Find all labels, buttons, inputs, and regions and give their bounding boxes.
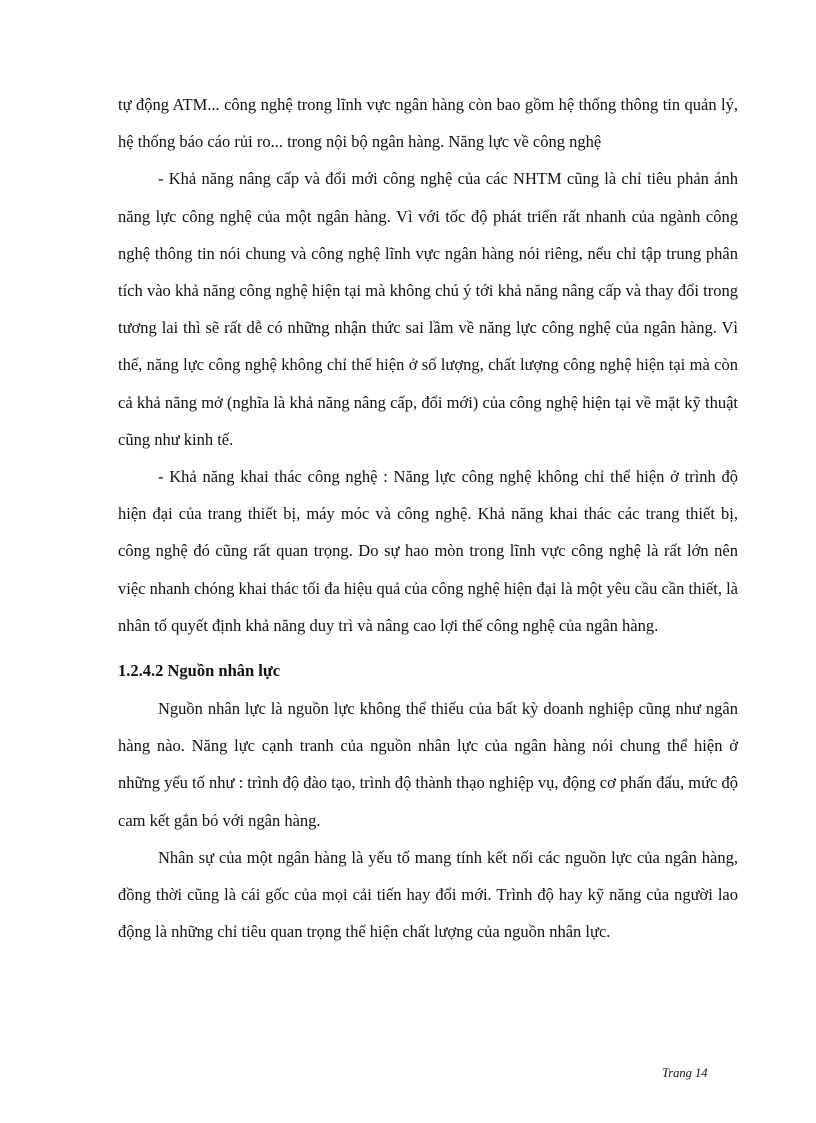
paragraph-human-resources: Nguồn nhân lực là nguồn lực không thể thiếu của bất kỳ doanh nghiệp cũng như ngân hàng nào. Năng lực cạnh tranh của nguồn nhân lực của ngân hàng nói chung thể hiện ở những yếu tố như : trình độ đào tạo, trình độ thành thạo nghiệp vụ, động cơ phấn đấu, mức độ cam kết gắn bó với ngân hàng. <box>118 699 738 830</box>
paragraph-technology-upgrade: - Khả năng nâng cấp và đổi mới công nghệ của các NHTM cũng là chỉ tiêu phản ánh năng lực công nghệ của một ngân hàng. Vì với tốc độ phát triển rất nhanh của ngành công nghệ thông tin nói chung và công nghệ lĩnh vực ngân hàng nói riêng, nếu chỉ tập trung phân tích vào khả năng công nghệ hiện tại mà không chú ý tới khả năng nâng cấp và thay đổi trong tương lai thì sẽ rất dễ có những nhận thức sai lầm về năng lực công nghệ của ngân hàng. Vì thế, năng lực công nghệ không chỉ thể hiện ở số lượng, chất lượng công nghệ hiện tại mà còn cả khả năng mở (nghĩa là khả năng nâng cấp, đổi mới) của công nghệ hiện tại về mặt kỹ thuật cũng như kinh tế. <box>118 169 738 449</box>
paragraph-personnel: Nhân sự của một ngân hàng là yếu tố mang tính kết nối các nguồn lực của ngân hàng, đồng thời cũng là cái gốc của mọi cải tiến hay đổi mới. Trình độ hay kỹ năng của người lao động là những chỉ tiêu quan trọng thể hiện chất lượng của nguồn nhân lực. <box>118 847 738 942</box>
paragraph-technology-exploitation: - Khả năng khai thác công nghệ : Năng lực công nghệ không chỉ thể hiện ở trình độ hiện đại của trang thiết bị, máy móc và công nghệ. Khả năng khai thác các trang thiết bị, công nghệ đó cũng rất quan trọng. Do sự hao mòn trong lĩnh vực công nghệ là rất lớn nên việc nhanh chóng khai thác tối đa hiệu quả của công nghệ hiện đại là một yêu cầu cần thiết, là nhân tố quyết định khả năng duy trì và nâng cao lợi thế công nghệ của ngân hàng. <box>118 467 738 635</box>
paragraph-continuation: tự động ATM... công nghệ trong lĩnh vực ngân hàng còn bao gồm hệ thống thông tin quản lý, hệ thống báo cáo rủi ro... trong nội bộ ngân hàng. Năng lực về công nghệ <box>118 95 738 152</box>
section-heading: 1.2.4.2 Nguồn nhân lực <box>118 661 281 681</box>
page-number: Trang 14 <box>662 1066 708 1080</box>
page-body <box>118 86 738 950</box>
